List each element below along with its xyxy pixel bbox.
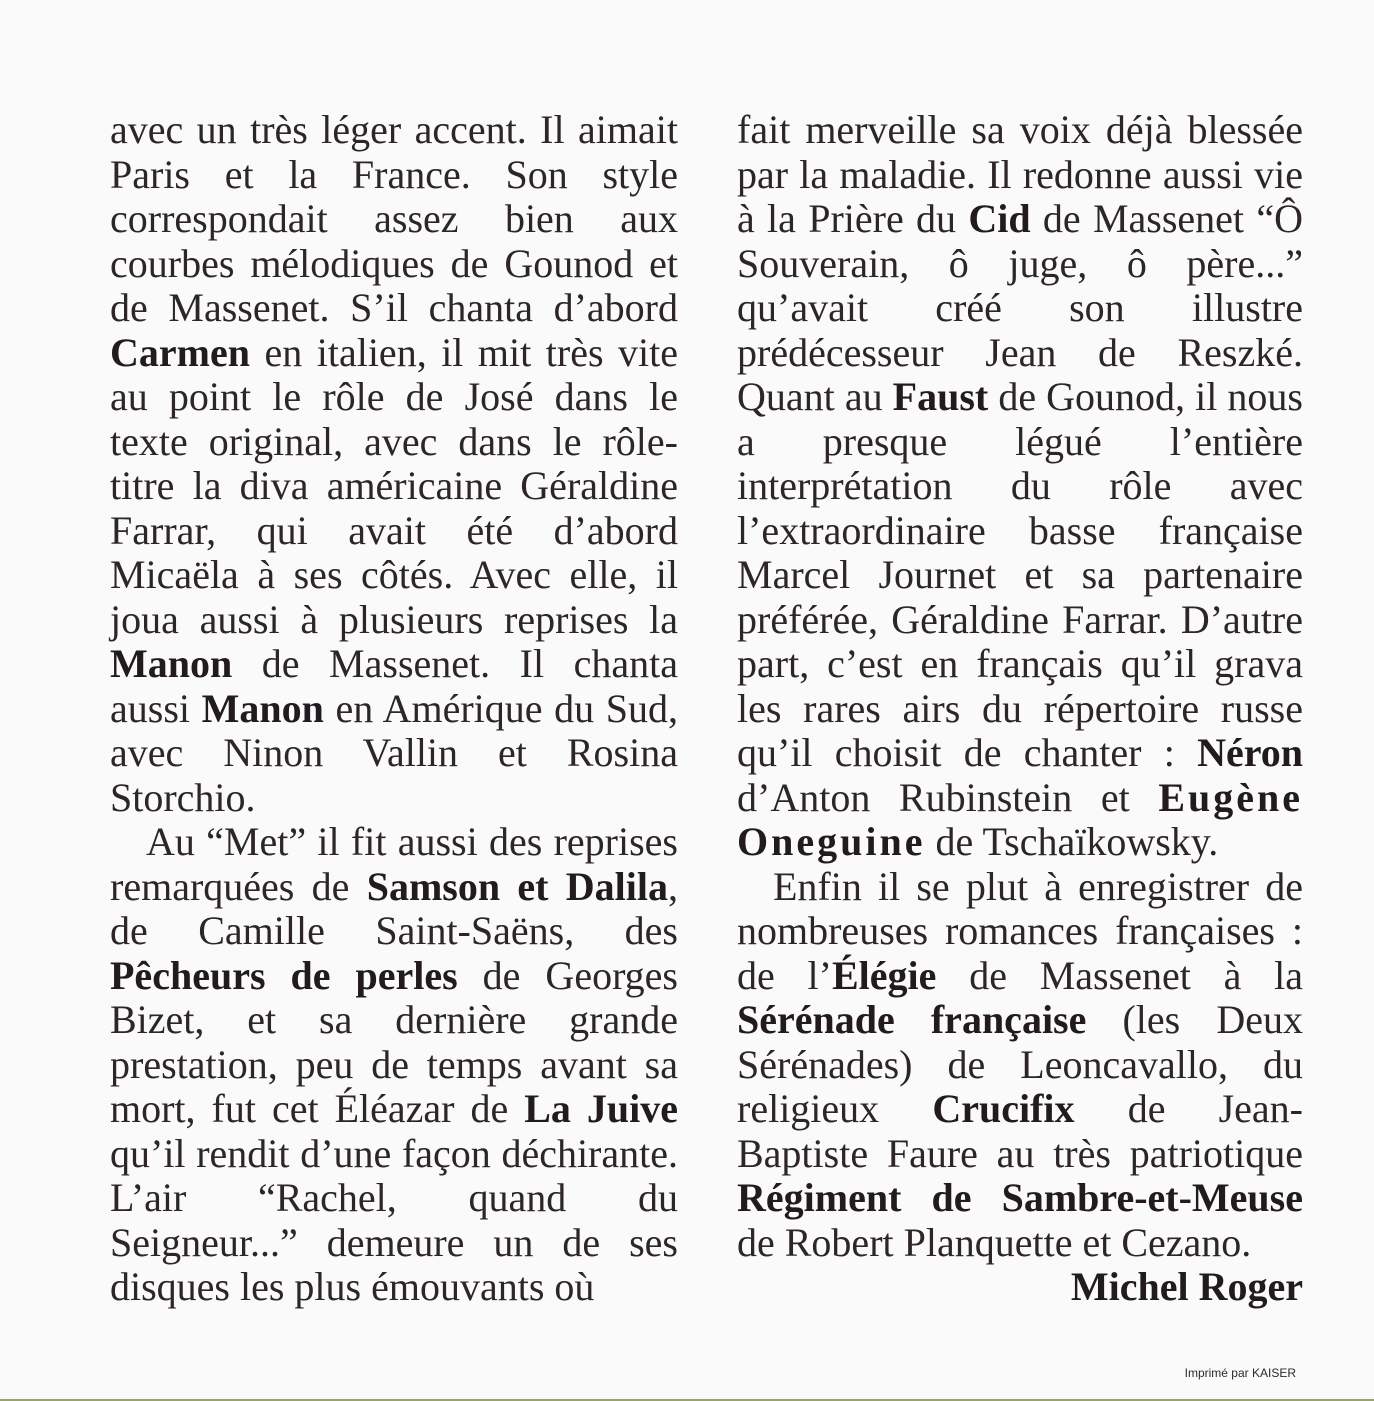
text-run: en Amérique du Sud, avec Ninon Vallin et Rosina Storchio. (110, 685, 679, 820)
text-run: d’Anton Rubinstein et (737, 774, 1159, 820)
title-elegie: Élégie (831, 952, 937, 998)
text-run: de Tschaïkowsky. (925, 819, 1219, 864)
text-run: de Robert Planquette et Cezano. (737, 1219, 1252, 1265)
title-cid: Cid (968, 196, 1031, 241)
text-run: en italien, il mit très vite au point le rôle de José dans le texte original, avec dans le rôle-titre la diva américaine Géraldine Farrar, qui avait été d’abord Micaëla à ses côtés. Avec elle, il joua aussi à plusieurs reprises la (110, 329, 678, 642)
title-manon: Manon (110, 641, 233, 686)
title-faust: Faust (892, 374, 989, 419)
title-carmen: Carmen (110, 329, 250, 375)
right-column (737, 108, 1303, 1310)
printer-credit: Imprimé par KAISER (1184, 1366, 1296, 1380)
title-la-juive: La Juive (524, 1086, 678, 1131)
text-run: (les Deux Sérénades) de Leoncavallo, du religieux (737, 997, 1303, 1131)
title-regiment-de-sambre-et-meuse: Régiment de Sambre-et-Meuse (737, 1175, 1303, 1220)
right-paragraph-1 (737, 108, 1303, 865)
text-run: de Massenet. Il chanta aussi (110, 641, 678, 731)
title-samson-et-dalila: Samson et Dalila (366, 863, 668, 909)
title-neron: Néron (1197, 730, 1303, 775)
right-paragraph-2 (737, 865, 1303, 1266)
left-paragraph-2 (110, 820, 678, 1310)
author-signature: Michel Roger (1070, 1264, 1303, 1309)
text-run: qu’il rendit d’une façon déchirante. L’air “Rachel, quand du Seigneur...” demeure un de ses disques les plus émouvants où (110, 1130, 678, 1309)
left-paragraph-1 (110, 108, 678, 820)
text-run: Enfin il se plut à enregistrer de nombreuses romances françaises : de l’ (737, 863, 1303, 998)
title-pecheurs-de-perles: Pêcheurs de perles (110, 952, 458, 998)
text-run: Au “Met” il fit aussi des reprises remarquées de (110, 819, 678, 909)
text-run: de Georges Bizet, et sa dernière grande prestation, peu de temps avant sa mort, fut cet Éléazar de (110, 952, 678, 1131)
title-manon-2: Manon (201, 685, 324, 731)
left-column (110, 108, 678, 1310)
text-run: avec un très léger accent. Il aimait Paris et la France. Son style correspondait assez bien aux courbes mélodiques de Gounod et de Massenet. S’il chanta d’abord (110, 107, 678, 330)
title-eugene-oneguine: Eugène Oneguine (737, 774, 1303, 864)
text-run: , de Camille Saint-Saëns, des (110, 863, 678, 953)
text-run: de Gounod, il nous a presque légué l’entière interprétation du rôle avec l’extraordinaire basse française Marcel Journet et sa partenaire préférée, Géraldine Farrar. D’autre part, c’est en français qu’il grava les rares airs du répertoire russe qu’il choisit de chanter : (737, 374, 1303, 775)
title-serenade-francaise: Sérénade française (737, 997, 1087, 1042)
text-run: fait merveille sa voix déjà blessée par la maladie. Il redonne aussi vie à la Prière du (737, 107, 1303, 241)
text-run: de Massenet “Ô Souverain, ô juge, ô père...” qu’avait créé son illustre prédécesseur Jean de Reszké. Quant au (737, 196, 1303, 419)
title-crucifix: Crucifix (932, 1086, 1075, 1131)
text-run: de Jean-Baptiste Faure au très patriotique (737, 1086, 1304, 1176)
text-run: de Massenet à la (936, 952, 1304, 998)
